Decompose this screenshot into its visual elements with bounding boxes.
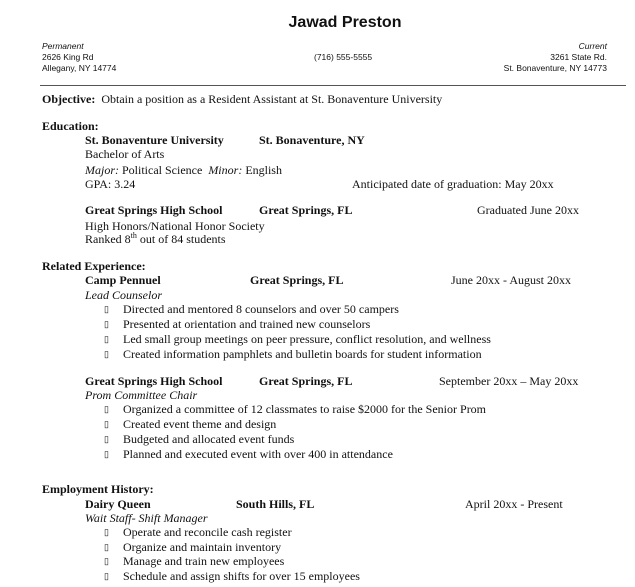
graduation-date: Anticipated date of graduation: May 20xx	[352, 177, 554, 191]
rank-prefix: Ranked 8	[85, 232, 131, 246]
current-address	[504, 41, 607, 74]
related-heading: Related Experience:	[42, 259, 146, 273]
job-dates: April 20xx - Present	[465, 497, 563, 511]
highschool-name: Great Springs High School	[85, 203, 223, 217]
job-location: Great Springs, FL	[250, 273, 344, 287]
bullet-icon: ▯	[104, 434, 109, 444]
bullet-icon: ▯	[104, 556, 109, 566]
major-label: Major:	[85, 163, 119, 177]
degree: Bachelor of Arts	[85, 147, 165, 161]
bullet-icon: ▯	[104, 542, 109, 552]
objective-label: Objective:	[42, 92, 96, 106]
minor-label: Minor:	[208, 163, 243, 177]
gpa: GPA: 3.24	[85, 177, 136, 191]
permanent-label: Permanent	[42, 41, 84, 51]
phone-number: (716) 555-5555	[314, 52, 373, 62]
job-title: Prom Committee Chair	[85, 388, 198, 402]
job-bullet: Led small group meetings on peer pressure, conflict resolution, and wellness	[123, 332, 491, 346]
current-line1: 3261 State Rd.	[550, 52, 607, 62]
bullet-icon: ▯	[104, 319, 109, 329]
job-bullet: Operate and reconcile cash register	[123, 525, 292, 539]
job-bullet: Manage and train new employees	[123, 554, 285, 568]
job-bullet: Organize and maintain inventory	[123, 540, 282, 554]
current-line2: St. Bonaventure, NY 14773	[503, 63, 607, 73]
job-bullet: Created information pamphlets and bulletin boards for student information	[123, 347, 482, 361]
objective-line	[42, 92, 442, 107]
job-location: South Hills, FL	[236, 497, 315, 511]
minor-value: English	[245, 163, 282, 177]
highschool-location: Great Springs, FL	[259, 203, 353, 217]
job-bullet: Budgeted and allocated event funds	[123, 432, 295, 446]
header-divider	[40, 85, 626, 86]
job-bullet: Schedule and assign shifts for over 15 employees	[123, 569, 360, 583]
job-title: Lead Counselor	[85, 288, 163, 302]
college-location: St. Bonaventure, NY	[259, 133, 365, 147]
highschool-honors: High Honors/National Honor Society	[85, 219, 265, 233]
job-bullet: Organized a committee of 12 classmates to raise $2000 for the Senior Prom	[123, 402, 487, 416]
bullet-icon: ▯	[104, 571, 109, 581]
permanent-line1: 2626 King Rd	[42, 52, 94, 62]
major-minor	[85, 163, 282, 178]
rank-suffix: th	[130, 231, 137, 240]
college-name: St. Bonaventure University	[85, 133, 224, 147]
bullet-icon: ▯	[104, 404, 109, 414]
job-bullet: Planned and executed event with over 400 in attendance	[123, 447, 393, 461]
rank-rest: out of 84 students	[136, 232, 226, 246]
highschool-graduated: Graduated June 20xx	[477, 203, 579, 217]
job-title: Wait Staff- Shift Manager	[85, 511, 208, 525]
bullet-icon: ▯	[104, 304, 109, 314]
permanent-address	[42, 41, 116, 74]
job-dates: June 20xx - August 20xx	[451, 273, 571, 287]
bullet-icon: ▯	[104, 527, 109, 537]
bullet-icon: ▯	[104, 349, 109, 359]
job-bullet: Presented at orientation and trained new counselors	[123, 317, 371, 331]
bullet-icon: ▯	[104, 419, 109, 429]
permanent-line2: Allegany, NY 14774	[42, 63, 117, 73]
job-bullet: Created event theme and design	[123, 417, 277, 431]
job-org: Great Springs High School	[85, 374, 223, 388]
current-label: Current	[578, 41, 607, 51]
job-bullet: Directed and mentored 8 counselors and over 50 campers	[123, 302, 399, 316]
objective-text: Obtain a position as a Resident Assistant at St. Bonaventure University	[101, 92, 443, 106]
applicant-name: Jawad Preston	[288, 14, 402, 31]
highschool-rank	[85, 232, 226, 247]
bullet-icon: ▯	[104, 449, 109, 459]
job-dates: September 20xx – May 20xx	[439, 374, 579, 388]
bullet-icon: ▯	[104, 334, 109, 344]
major-value: Political Science	[122, 163, 203, 177]
job-location: Great Springs, FL	[259, 374, 353, 388]
education-heading: Education:	[42, 119, 99, 133]
job-org: Camp Pennuel	[85, 273, 161, 287]
job-org: Dairy Queen	[85, 497, 151, 511]
employment-heading: Employment History:	[42, 482, 154, 496]
